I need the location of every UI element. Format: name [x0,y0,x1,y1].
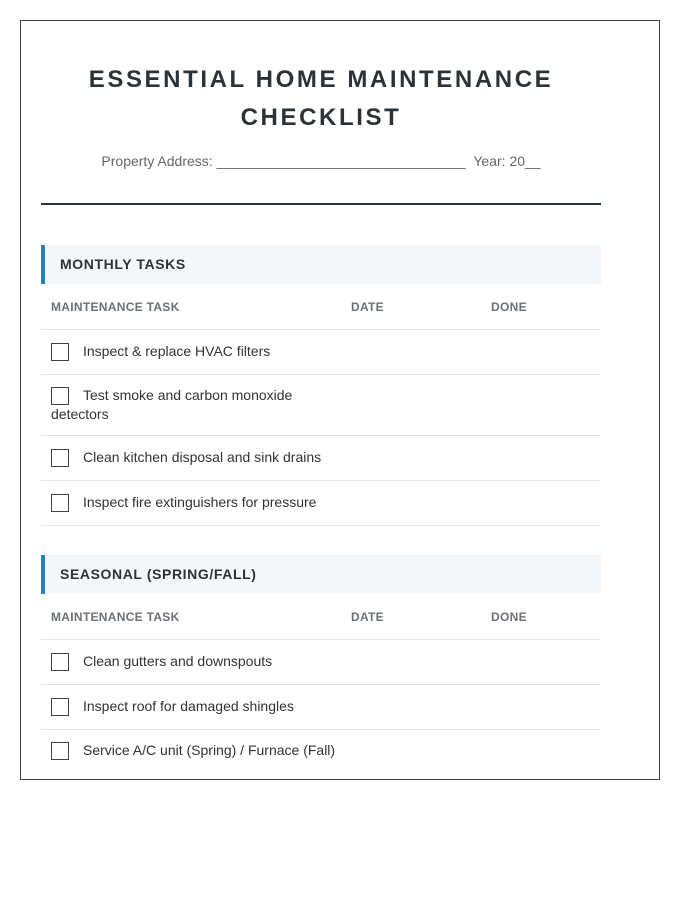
column-header-task: MAINTENANCE TASK [51,610,180,624]
column-header-date: DATE [351,300,384,314]
title-line-2: CHECKLIST [240,104,402,131]
column-header-done: DONE [491,300,527,314]
column-header-task: MAINTENANCE TASK [51,300,180,314]
task-label: Service A/C unit (Spring) / Furnace (Fall) [83,742,336,758]
section-title: MONTHLY TASKS [60,256,186,272]
section-header-monthly [41,245,601,284]
year-field[interactable]: Year: 20__ [473,153,541,169]
task-checkbox[interactable] [51,343,69,361]
column-header-row [41,605,601,640]
task-cell [51,342,341,361]
section-header-seasonal [41,555,601,594]
page-title [41,61,601,137]
task-row [41,330,601,375]
task-row [41,436,601,481]
task-cell [51,386,341,424]
task-label: Inspect fire extinguishers for pressure [83,494,317,510]
property-info-line [41,152,601,170]
task-label: Inspect & replace HVAC filters [83,343,271,359]
task-checkbox[interactable] [51,653,69,671]
task-label: Inspect roof for damaged shingles [83,698,294,714]
task-label: Clean gutters and downspouts [83,653,273,669]
task-row [41,375,601,436]
task-row [41,640,601,685]
task-checkbox[interactable] [51,698,69,716]
task-row [41,730,601,790]
task-row [41,685,601,730]
task-cell [51,697,341,716]
task-row [41,481,601,526]
task-cell [51,741,341,760]
column-header-row [41,295,601,330]
task-cell [51,448,341,467]
column-header-date: DATE [351,610,384,624]
title-line-1: ESSENTIAL HOME MAINTENANCE [88,66,554,93]
task-checkbox[interactable] [51,449,69,467]
header-divider [41,203,601,205]
task-checkbox[interactable] [51,494,69,512]
task-cell [51,652,341,671]
task-checkbox[interactable] [51,387,69,405]
task-label: Clean kitchen disposal and sink drains [83,449,322,465]
column-header-done: DONE [491,610,527,624]
task-label: Test smoke and carbon monoxide detectors [51,387,293,422]
section-title: SEASONAL (SPRING/FALL) [60,566,257,582]
property-address-label: Property Address: [101,153,213,169]
task-cell [51,493,341,512]
property-address-blank[interactable]: ________________________________ [216,153,466,169]
task-checkbox[interactable] [51,742,69,760]
